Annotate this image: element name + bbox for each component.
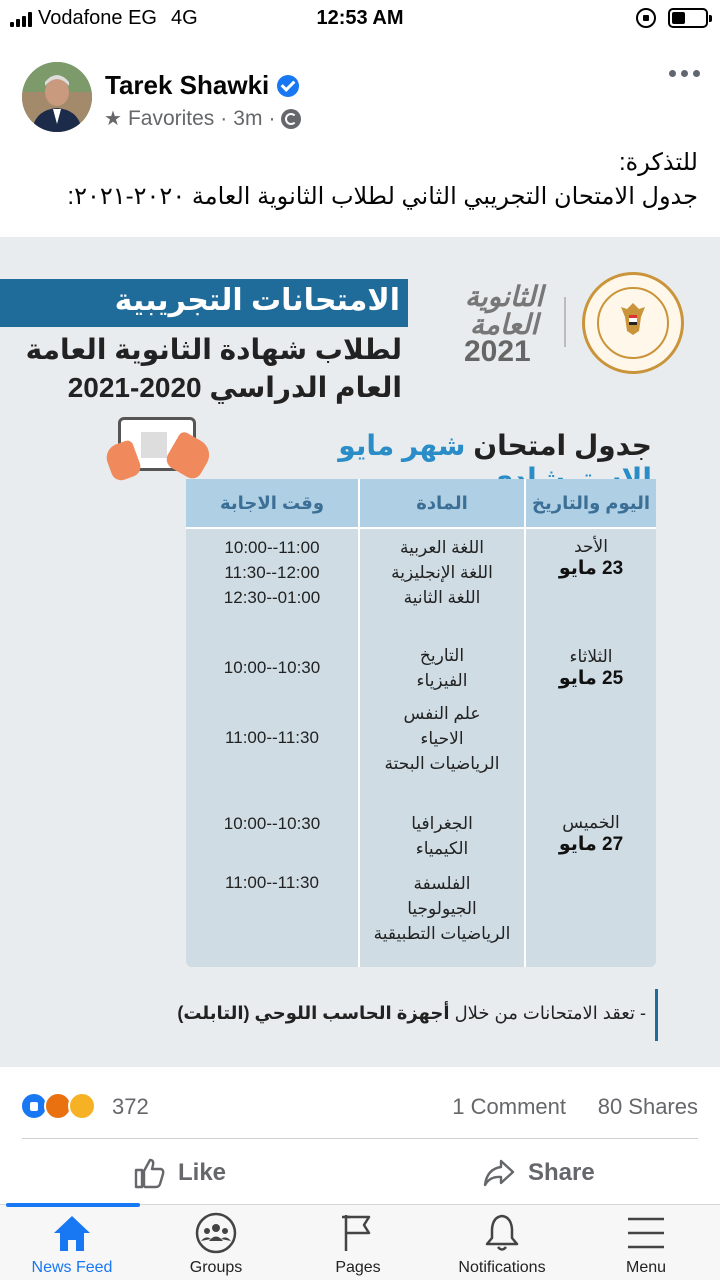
tab-menu[interactable] — [576, 1211, 716, 1279]
day-date: 25 مايو — [558, 668, 624, 689]
time-cell — [186, 811, 358, 836]
day-cell — [527, 537, 655, 581]
like-button[interactable] — [132, 1156, 226, 1190]
image-subtitle: لطلاب شهادة الثانوية العامة — [25, 334, 402, 365]
tab-news-feed[interactable] — [2, 1211, 142, 1279]
audience-label: Favorites — [127, 106, 215, 130]
status-bar — [0, 0, 720, 36]
time-range: 10:00--11:00 — [224, 538, 320, 557]
logo-year: 2021 — [464, 335, 531, 368]
schedule-table — [186, 479, 656, 967]
tab-label: Menu — [625, 1259, 667, 1276]
meta-separator: · — [268, 106, 276, 130]
table-title-prefix: جدول امتحان — [473, 430, 652, 461]
bell-icon — [480, 1211, 524, 1255]
bottom-tab-bar — [0, 1204, 720, 1280]
time-range: 11:00--11:30 — [225, 873, 319, 892]
tab-notifications[interactable] — [432, 1211, 572, 1279]
home-icon — [50, 1211, 94, 1255]
reaction-icons[interactable] — [20, 1092, 92, 1120]
time-cell — [186, 870, 358, 895]
like-label: Like — [178, 1159, 227, 1186]
tab-label: News Feed — [31, 1259, 113, 1276]
logo-text: الثانوية العامة — [464, 281, 544, 340]
clock: 12:53 AM — [316, 7, 404, 29]
post-text — [18, 146, 698, 214]
subject-name: اللغة الإنجليزية — [391, 563, 493, 582]
time-range: 10:00--10:30 — [223, 814, 321, 833]
time-cell — [186, 725, 358, 750]
globe-icon — [281, 109, 301, 129]
time-range: 11:30--12:00 — [224, 563, 320, 582]
tab-pages[interactable] — [288, 1211, 428, 1279]
subject-cell — [360, 811, 524, 861]
subject-name: اللغة العربية — [399, 538, 485, 557]
post-actions — [0, 1140, 720, 1206]
subject-name: الرياضيات التطبيقية — [373, 924, 511, 943]
subject-name: اللغة الثانية — [403, 588, 481, 607]
thanaweya-logo — [454, 283, 554, 369]
note-bar — [655, 989, 658, 1041]
day-cell — [527, 647, 655, 691]
subject-name: الاحياء — [420, 729, 464, 748]
author-name[interactable]: Tarek Shawki — [105, 70, 270, 100]
day-cell — [527, 813, 655, 857]
post-image[interactable] — [0, 237, 720, 1067]
subject-name: علم النفس — [403, 704, 481, 723]
groups-icon — [194, 1211, 238, 1255]
logo-divider — [564, 297, 566, 347]
reactions-bar — [0, 1068, 720, 1140]
battery-icon — [668, 8, 708, 28]
haha-reaction-icon — [68, 1092, 96, 1120]
table-title-highlight: شهر مايو — [338, 430, 466, 461]
note-bold: أجهزة الحاسب اللوحي (التابلت) — [177, 1003, 450, 1023]
menu-icon — [624, 1211, 668, 1255]
divider — [22, 1138, 698, 1139]
subject-cell — [360, 643, 524, 693]
flag-icon — [336, 1211, 380, 1255]
meta-separator: · — [220, 106, 228, 130]
time-cell — [186, 655, 358, 680]
subject-cell — [360, 871, 524, 946]
day-date: 27 مايو — [558, 834, 624, 855]
header-subject: المادة — [360, 479, 524, 527]
image-title: الامتحانات التجريبية — [114, 284, 400, 317]
thumbs-up-icon — [132, 1156, 166, 1190]
tab-groups[interactable] — [146, 1211, 286, 1279]
subject-name: الكيمياء — [415, 839, 469, 858]
subject-name: الفيزياء — [416, 671, 468, 690]
subject-name: الجغرافيا — [411, 814, 473, 833]
carrier-name: Vodafone EG — [38, 7, 157, 29]
tab-label: Pages — [335, 1259, 381, 1276]
active-tab-indicator — [6, 1203, 140, 1207]
share-button[interactable] — [482, 1156, 595, 1190]
tab-label: Notifications — [458, 1259, 546, 1276]
avatar[interactable] — [22, 62, 92, 132]
ministry-seal-icon — [582, 272, 684, 374]
header-day: اليوم والتاريخ — [526, 479, 656, 527]
subject-cell — [360, 535, 524, 610]
verified-badge-icon — [277, 75, 299, 97]
post-header — [0, 40, 720, 150]
subject-name: الرياضيات البحتة — [384, 754, 500, 773]
star-icon: ★ — [104, 108, 122, 130]
day-name: الأحد — [574, 537, 608, 556]
tablet-hands-icon — [108, 415, 208, 481]
time-cell — [186, 535, 358, 610]
share-label: Share — [528, 1159, 595, 1186]
day-name: الثلاثاء — [569, 647, 613, 666]
time-range: 12:30--01:00 — [223, 588, 321, 607]
subject-name: الفلسفة — [413, 874, 471, 893]
rotation-lock-icon — [636, 8, 656, 28]
post-text-line: جدول الامتحان التجريبي الثاني لطلاب الثانوية العامة ٢٠٢٠-٢٠٢١: — [67, 183, 698, 210]
network-type: 4G — [170, 7, 198, 29]
tab-label: Groups — [189, 1259, 243, 1276]
subject-cell — [360, 701, 524, 776]
share-count[interactable]: 80 Shares — [597, 1094, 698, 1119]
exam-note — [150, 1003, 646, 1024]
comment-count[interactable]: 1 Comment — [452, 1094, 566, 1119]
time-range: 10:00--10:30 — [223, 658, 321, 677]
header-time: وقت الاجابة — [186, 479, 358, 527]
day-name: الخميس — [562, 813, 620, 832]
time-range: 11:00--11:30 — [225, 728, 319, 747]
reaction-count[interactable]: 372 — [112, 1094, 149, 1119]
more-options-icon[interactable] — [669, 70, 700, 77]
image-subtitle-year: العام الدراسي 2020-2021 — [67, 372, 402, 403]
share-arrow-icon — [482, 1156, 516, 1190]
post-text-line: للتذكرة: — [618, 149, 698, 176]
note-prefix: - تعقد الامتحانات من خلال — [454, 1003, 646, 1023]
day-date: 23 مايو — [558, 558, 624, 579]
post-time[interactable]: 3m — [233, 106, 263, 130]
subject-name: الجيولوجيا — [407, 899, 477, 918]
subject-name: التاريخ — [419, 646, 465, 665]
